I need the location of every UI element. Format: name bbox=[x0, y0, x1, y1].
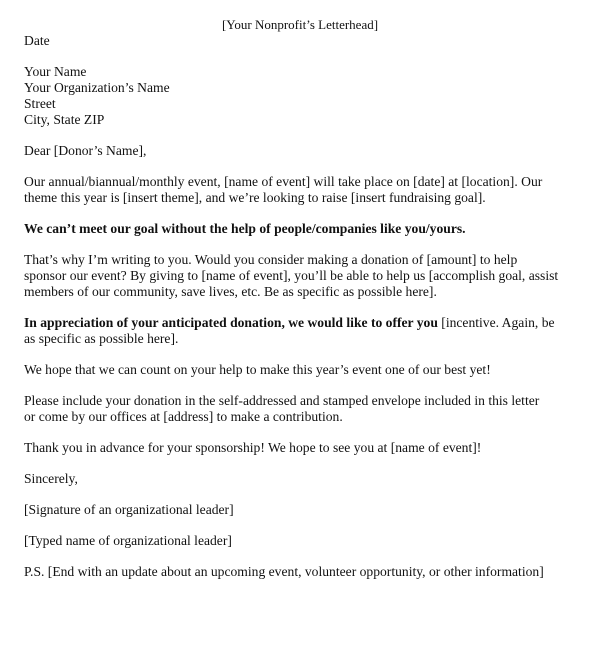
paragraph-line: or come by our offices at [address] to make a contribution. bbox=[24, 409, 343, 424]
address-line: Your Organization’s Name bbox=[24, 80, 170, 95]
typed-name-placeholder: [Typed name of organizational leader] bbox=[24, 533, 232, 548]
paragraph-line: Our annual/biannual/monthly event, [name of event] will take place on [date] at [location]. Our bbox=[24, 174, 543, 189]
paragraph-line: theme this year is [insert theme], and we’re looking to raise [insert fundraising goal]. bbox=[24, 190, 486, 205]
paragraph-line: That’s why I’m writing to you. Would you consider making a donation of [amount] to help bbox=[24, 252, 518, 267]
paragraph-goal: We can’t meet our goal without the help of people/companies like you/yours. bbox=[24, 221, 466, 236]
paragraph-event bbox=[24, 174, 590, 206]
paragraph-thanks: Thank you in advance for your sponsorship! We hope to see you at [name of event]! bbox=[24, 440, 482, 455]
paragraph-line: as specific as possible here]. bbox=[24, 331, 179, 346]
paragraph-line: sponsor our event? By giving to [name of event], you’ll be able to help us [accomplish goal, assist bbox=[24, 268, 559, 283]
paragraph-request bbox=[24, 252, 590, 300]
date-line: Date bbox=[24, 33, 50, 48]
paragraph-line: Please include your donation in the self-addressed and stamped envelope included in this letter bbox=[24, 393, 540, 408]
address-line: City, State ZIP bbox=[24, 112, 105, 127]
paragraph-envelope bbox=[24, 393, 590, 425]
salutation: Dear [Donor’s Name], bbox=[24, 143, 147, 158]
paragraph-hope: We hope that we can count on your help to make this year’s event one of our best yet! bbox=[24, 362, 491, 377]
letter-body bbox=[24, 33, 590, 580]
paragraph-incentive bbox=[24, 315, 590, 347]
signature-placeholder: [Signature of an organizational leader] bbox=[24, 502, 234, 517]
address-line: Street bbox=[24, 96, 56, 111]
incentive-bold-text: In appreciation of your anticipated donation, we would like to offer you bbox=[24, 315, 438, 330]
closing: Sincerely, bbox=[24, 471, 78, 486]
paragraph-line: members of our community, save lives, etc. Be as specific as possible here]. bbox=[24, 284, 437, 299]
postscript: P.S. [End with an update about an upcoming event, volunteer opportunity, or other information] bbox=[24, 564, 544, 579]
paragraph-line bbox=[24, 315, 590, 331]
letterhead: [Your Nonprofit’s Letterhead] bbox=[221, 17, 379, 32]
address-line: Your Name bbox=[24, 64, 87, 79]
incentive-text: [incentive. Again, be bbox=[437, 315, 555, 330]
sender-address bbox=[24, 64, 590, 128]
